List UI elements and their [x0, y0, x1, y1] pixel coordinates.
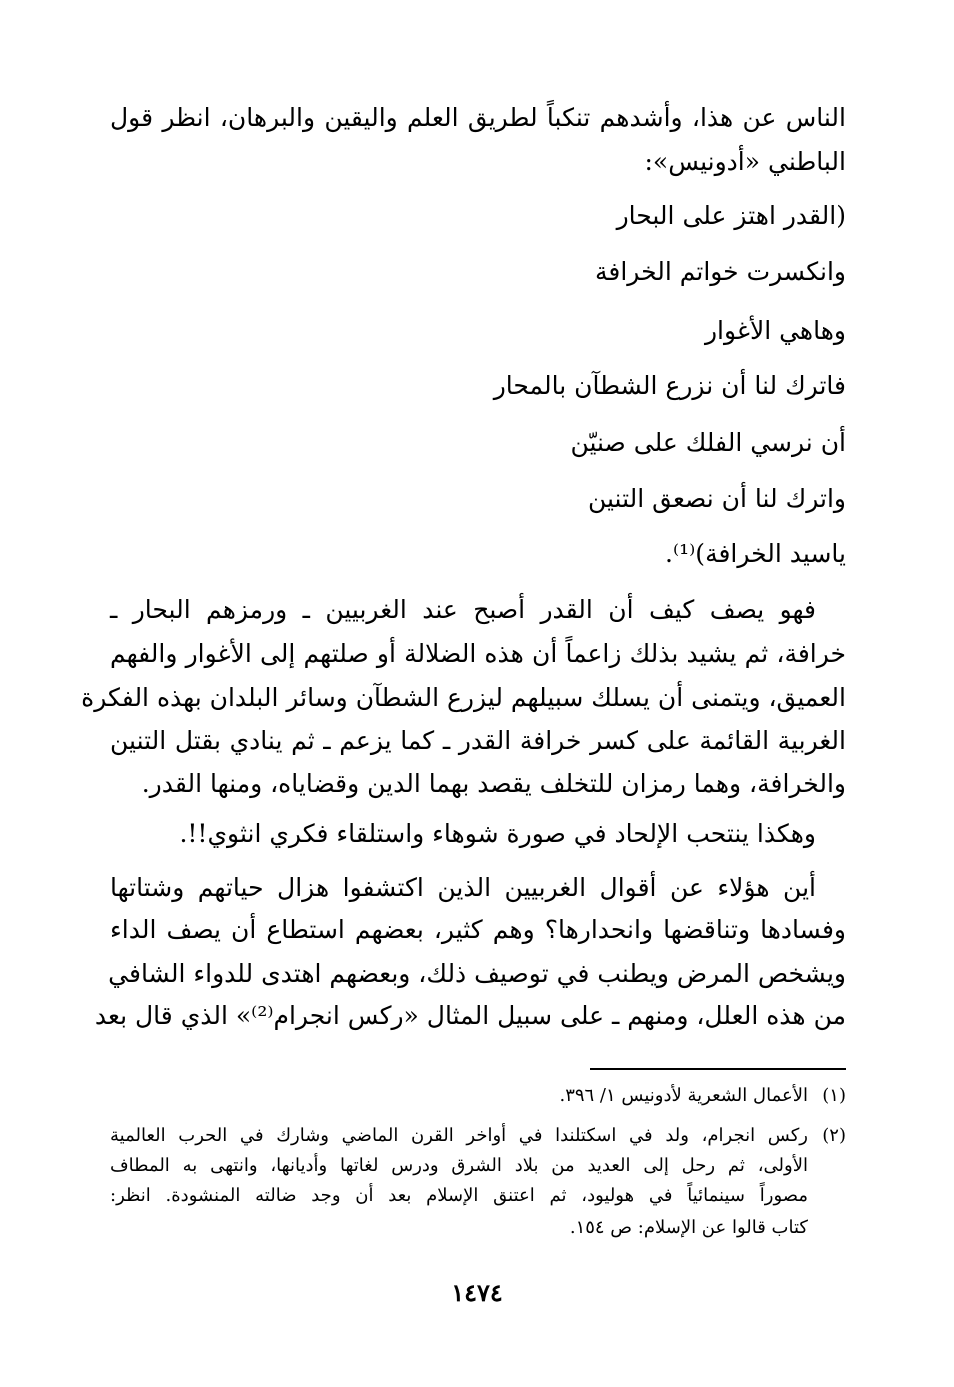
footnote-2 — [110, 1122, 846, 1150]
poem-line: (القدر اهتز على البحار — [616, 201, 846, 230]
paragraph-line: من هذه العلل، ومنهم ـ على سبيل المثال «ركس انجرام⁽²⁾» الذي قال بعد — [94, 1001, 846, 1030]
paragraph-line: العميق، ويتمنى أن يسلك سبيلهم ليزرع الشطآن وسائر البلدان بهذه الفكرة — [81, 683, 846, 712]
page-number: ١٤٧٤ — [451, 1278, 503, 1307]
paragraph-line: والخرافة، وهما رمزان للتخلف يقصد بهما الدين وقضاياه، ومنها القدر. — [141, 769, 846, 798]
footnote-text: الأعمال الشعرية لأدونيس ١/ ٣٩٦. — [559, 1085, 808, 1106]
footnote-number: (٢) — [822, 1125, 846, 1146]
poem-line: فاترك لنا أن نزرع الشطآن بالمحار — [493, 371, 846, 400]
poem-line: وهاهي الأغوار — [704, 316, 846, 345]
paragraph-line: وهكذا ينتحب الإلحاد في صورة شوهاء واستلقاء فكري انثوي!!. — [179, 819, 816, 848]
paragraph-line: وفسادها وتناقضها وانحدارها؟ وهم كثير، بعضهم استطاع أن يصف الداء — [110, 915, 846, 944]
footnote-line: الأولى، ثم رحل إلى العديد من بلاد الشرق ودرس لغاتها وأديانها، وانتهى به المطاف — [110, 1155, 808, 1176]
paragraph-line: خرافة، ثم يشيد بذلك زاعماً أن هذه الضلالة أو صلتهم إلى الأغوار والفهم — [110, 639, 846, 668]
poem-line: ياسيد الخرافة)⁽¹⁾. — [665, 539, 846, 568]
poem-line: أن نرسي الفلك على صنيّن — [570, 428, 846, 457]
paragraph-line: فهو يصف كيف أن القدر أصبح عند الغربيين ـ ورمزهم البحار ـ — [110, 595, 816, 624]
footnote-line: كتاب قالوا عن الإسلام: ص ١٥٤. — [569, 1217, 808, 1238]
poem-line: واترك لنا أن نصعق التنين — [587, 484, 846, 513]
intro-line: الناس عن هذا، وأشدهم تنكباً لطريق العلم واليقين والبرهان، انظر قول — [110, 103, 846, 132]
poem-line: وانكسرت خواتم الخرافة — [594, 257, 846, 286]
footnote-number: (١) — [822, 1085, 846, 1106]
paragraph-line: الغربية القائمة على كسر خرافة القدر ـ كما يزعم ـ ثم ينادي بقتل التنين — [110, 726, 846, 755]
paragraph-line: أين هؤلاء عن أقوال الغربيين الذين اكتشفوا هزال حياتهم وشتاتها — [110, 873, 816, 902]
footnote-text: ركس انجرام، ولد في اسكتلندا في أواخر القرن الماضي وشارك في الحرب العالمية — [110, 1125, 808, 1146]
footnote-line: مصوراً سينمائياً في هوليود، ثم اعتنق الإسلام بعد أن وجد ضالته المنشودة. انظر: — [110, 1185, 808, 1206]
intro-line: الباطني «أدونيس»: — [644, 147, 846, 176]
paragraph-line: ويشخص المرض ويطنب في توصيف ذلك، وبعضهم اهتدى للدواء الشافي — [108, 959, 846, 988]
footnote-separator — [590, 1068, 846, 1070]
footnote-1 — [110, 1082, 846, 1110]
